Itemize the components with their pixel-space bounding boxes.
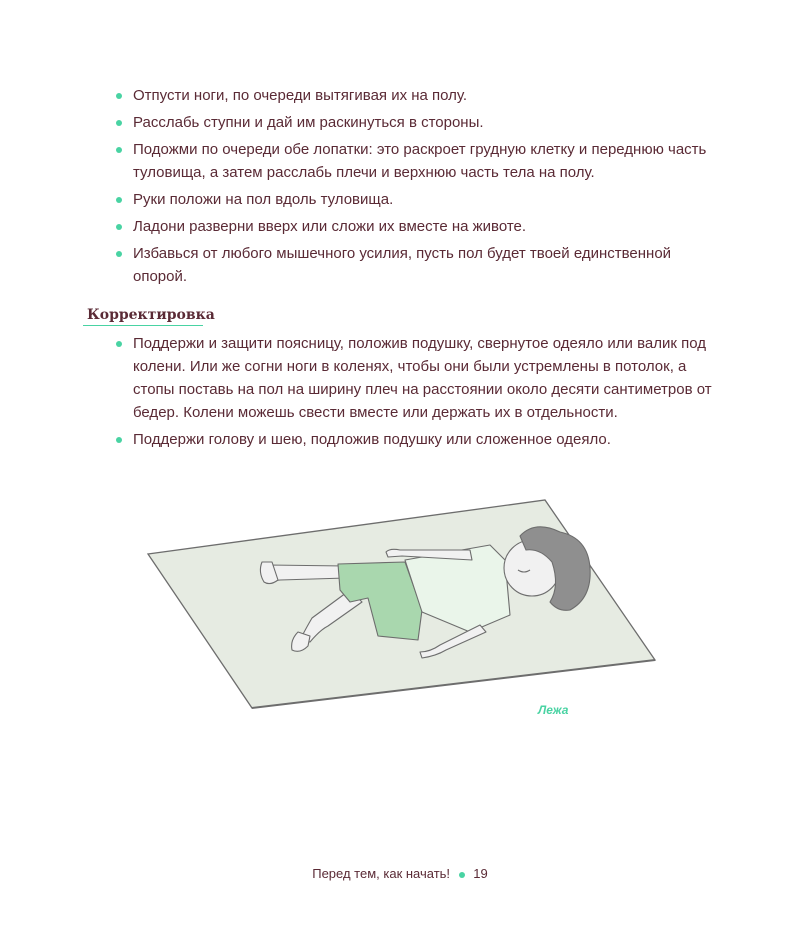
page-footer <box>0 866 800 881</box>
list-item: Поддержи голову и шею, подложив подушку или сложенное одеяло. <box>113 428 713 451</box>
illustration-caption: Лежа <box>538 703 569 717</box>
list-item: Подожми по очереди обе лопатки: это раскроет грудную клетку и переднюю часть туловища, а затем расслабь плечи и верхнюю часть тела на полу. <box>113 138 713 184</box>
list-item: Избавься от любого мышечного усилия, пусть пол будет твоей единственной опорой. <box>113 242 713 288</box>
list-item: Поддержи и защити поясницу, положив подушку, свернутое одеяло или валик под колени. Или же согни ноги в коленях, чтобы они были устремлены в потолок, а стопы поставь на пол на ширину плеч на расстоянии около десяти сантиметров от бедер. Колени можешь свести вместе или держать их в отдельности. <box>113 332 713 424</box>
list-item: Руки положи на пол вдоль туловища. <box>113 188 713 211</box>
list-item: Ладони разверни вверх или сложи их вместе на животе. <box>113 215 713 238</box>
list-item: Расслабь ступни и дай им раскинуться в стороны. <box>113 111 713 134</box>
section-heading: Корректировка <box>83 307 203 326</box>
list-item: Отпусти ноги, по очереди вытягивая их на полу. <box>113 84 713 107</box>
lying-pose-illustration <box>140 490 670 720</box>
bullet-dot-icon <box>459 872 465 878</box>
correction-list <box>113 332 713 455</box>
page-number: 19 <box>473 866 488 881</box>
footer-text: Перед тем, как начать! <box>312 866 451 881</box>
instruction-list <box>113 84 713 292</box>
